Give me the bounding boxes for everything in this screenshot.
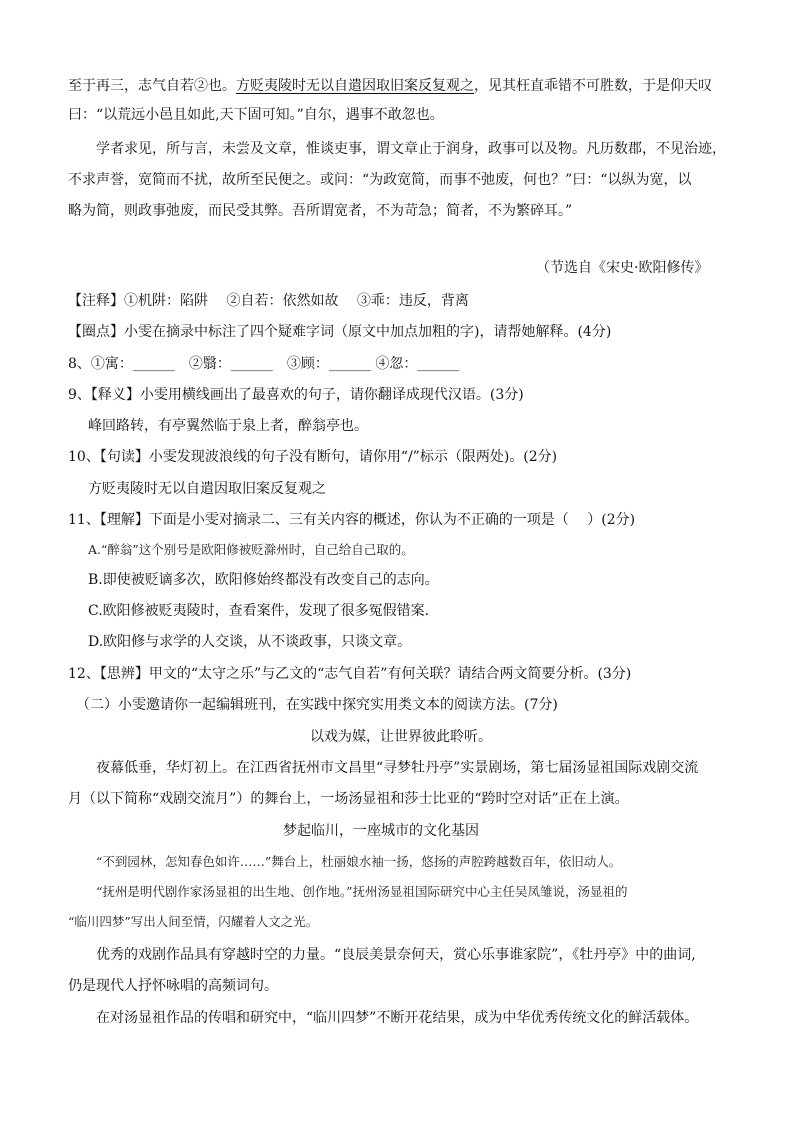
- question-10-sentence: 方贬夷陵时无以自遣因取旧案反复观之: [88, 481, 326, 497]
- question-10: 10、【句读】小雯发现波浪线的句子没有断句，请你用“/”标示（限两处)。(2分): [68, 449, 558, 465]
- article-subtitle: 梦起临川，一座城市的文化基因: [283, 823, 479, 839]
- question-9-sentence: 峰回路转，有亭翼然临于泉上者，醉翁亭也。: [88, 418, 368, 434]
- article-p3-line1: “抚州是明代剧作家汤显祖的出生地、创作地。”抚州汤显祖国际研究中心主任吴凤雏说，汤显祖的: [96, 884, 628, 899]
- option-a: A.“醉翁”这个别号是欧阳修被贬滁州时，自己给自己取的。: [88, 542, 414, 557]
- underlined-sentence: 方贬夷陵时无以自遣因取旧案反复观之: [236, 78, 474, 94]
- question-9: 9、【释义】小雯用横线画出了最喜欢的句子，请你翻译成现代汉语。(3分): [68, 387, 524, 403]
- option-d: D.欧阳修与求学的人交谈，从不谈政事，只谈文章。: [88, 634, 412, 650]
- article-p4-line2: 仍是现代人抒怀咏唱的高频词句。: [68, 978, 278, 994]
- article-p2: “不到园林，怎知春色如许……”舞台上，杜丽娘水袖一扬，悠扬的声腔跨越数百年，依旧动人。: [96, 854, 622, 869]
- passage-text: 至于再三，志气自若②也。: [68, 78, 236, 94]
- article-p1-line1: 夜幕低垂，华灯初上。在江西省抚州市文昌里“寻梦牡丹亭”实景剧场，第七届汤显祖国际戏剧交流: [96, 760, 699, 776]
- passage-text: ，见其枉直乖错不可胜数，于是仰天叹: [474, 78, 712, 94]
- question-intro: 【圈点】小雯在摘录中标注了四个疑难字词（原文中加点加粗的字)，请帮她解释。(4分): [68, 324, 612, 340]
- article-p3-line2: “临川四梦”写出人间至情，闪耀着人文之光。: [68, 914, 319, 929]
- passage-source: （节选自《宋史·欧阳修传》: [536, 260, 709, 276]
- option-b: B.即使被贬谪多次，欧阳修始终都没有改变自己的志向。: [88, 572, 439, 588]
- article-p1-line2: 月（以下简称“戏剧交流月”）的舞台上，一场汤显祖和莎士比亚的“跨时空对话”正在上演。: [68, 791, 629, 807]
- article-p5: 在对汤显祖作品的传唱和研究中，“临川四梦”不断开花结果，成为中华优秀传统文化的鲜活载体。: [96, 1010, 699, 1026]
- question-8: 8、①寓：______ ②翳：______ ③顾：______ ④忽：______: [68, 356, 460, 372]
- article-p4-line1: 优秀的戏剧作品具有穿越时空的力量。“良辰美景奈何天，赏心乐事谁家院”，《牡丹亭》中的曲词,: [96, 947, 696, 963]
- passage-line-3: 学者求见，所与言，未尝及文章，惟谈吏事，谓文章止于润身，政事可以及物。凡历数郡，不见治迹，: [96, 141, 726, 157]
- article-title: 以戏为媒，让世界彼此聆听。: [310, 729, 492, 745]
- section-2-heading: （二）小雯邀请你一起编辑班刊，在实践中探究实用类文本的阅读方法。(7分): [76, 697, 558, 713]
- question-12: 12、【思辨】甲文的“太守之乐”与乙文的“志气自若”有何关联？请结合两文简要分析。(3分): [68, 666, 632, 682]
- question-11: 11、【理解】下面是小雯对摘录二、三有关内容的概述，你认为不正确的一项是（ ）(2分): [68, 512, 636, 528]
- passage-line-5: 略为简，则政事弛废，而民受其弊。吾所谓宽者，不为苛急；简者，不为繁碎耳。”: [68, 203, 573, 219]
- passage-line-2: 曰：“以荒远小邑且如此,天下固可知。”自尔，遇事不敢忽也。: [68, 107, 444, 123]
- notes: 【注释】①机阱：陷阱 ②自若：依然如故 ③乖：违反，背离: [68, 293, 469, 309]
- passage-line-1: [68, 76, 712, 96]
- passage-line-4: 不求声誉，宽简而不扰，故所至民便之。或问：“为政宽简，而事不弛废，何也？”曰：“以纵为宽，以: [68, 172, 692, 188]
- option-c: C.欧阳修被贬夷陵时，查看案件，发现了很多冤假错案.: [88, 603, 430, 619]
